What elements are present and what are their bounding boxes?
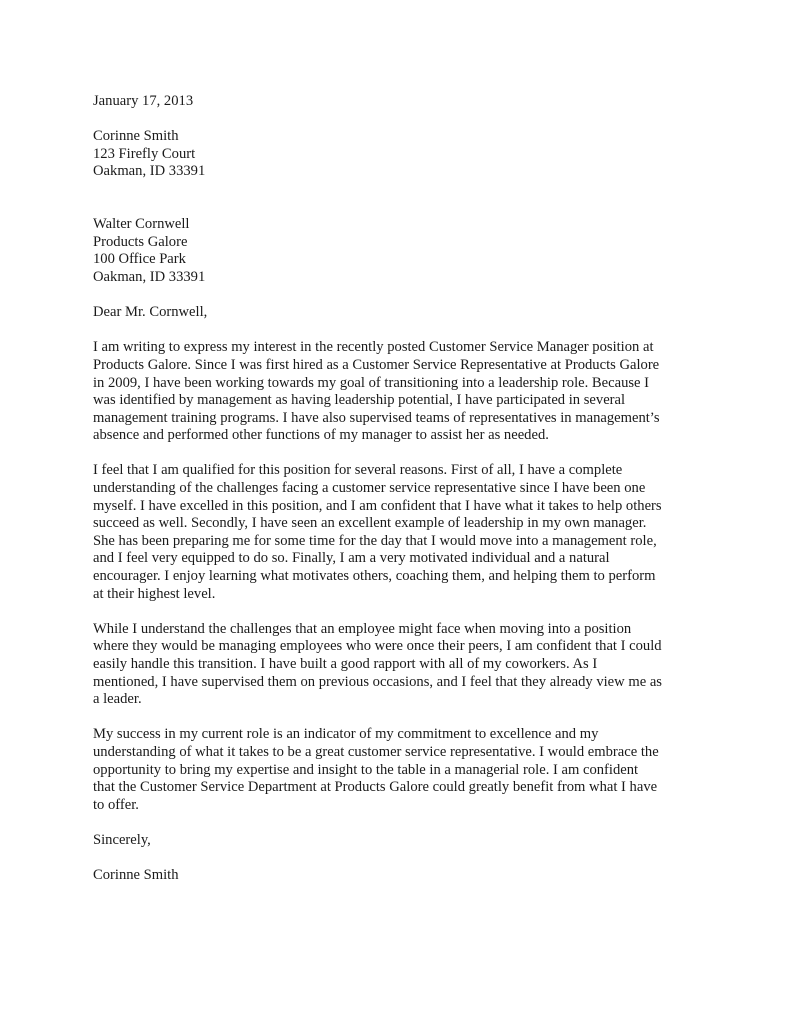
paragraph-line: I feel that I am qualified for this position for several reasons. First of all, I have a complete — [93, 462, 623, 479]
body-paragraph-1 — [93, 339, 705, 445]
signature — [93, 867, 705, 885]
recipient-company: Products Galore — [93, 233, 188, 250]
salutation — [93, 304, 705, 322]
paragraph-line: was identified by management as having leadership potential, I have participated in several — [93, 392, 626, 409]
sender-name: Corinne Smith — [93, 128, 179, 145]
paragraph-line: succeed as well. Secondly, I have seen an excellent example of leadership in my own manager. — [93, 515, 647, 532]
paragraph-line: myself. I have excelled in this position, and I am confident that I have what it takes to help others — [93, 497, 662, 514]
paragraph-line: management training programs. I have also supervised teams of representatives in management’s — [93, 409, 660, 426]
recipient-address — [93, 216, 705, 286]
paragraph-line: absence and performed other functions of my manager to assist her as needed. — [93, 427, 549, 444]
paragraph-line: I am writing to express my interest in the recently posted Customer Service Manager position at — [93, 339, 654, 356]
paragraph-line: to offer. — [93, 796, 139, 813]
paragraph-line: easily handle this transition. I have built a good rapport with all of my coworkers. As I — [93, 656, 598, 672]
body-paragraph-2 — [93, 462, 705, 603]
body-paragraph-3 — [93, 621, 705, 709]
letter-page — [93, 93, 705, 885]
body-paragraph-4 — [93, 726, 705, 814]
paragraph-line: While I understand the challenges that an employee might face when moving into a position — [93, 620, 632, 637]
salutation-text: Dear Mr. Cornwell, — [93, 304, 208, 321]
sender-city: Oakman, ID 33391 — [93, 163, 206, 180]
recipient-name: Walter Cornwell — [93, 216, 190, 233]
paragraph-line: in 2009, I have been working towards my goal of transitioning into a leadership role. Because I — [93, 374, 650, 391]
date-text: January 17, 2013 — [93, 93, 194, 109]
closing — [93, 832, 705, 850]
paragraph-line: where they would be managing employees who were once their peers, I am confident that I could — [93, 638, 662, 655]
paragraph-line: opportunity to bring my expertise and insight to the table in a managerial role. I am confident — [93, 761, 639, 778]
closing-text: Sincerely, — [93, 831, 151, 848]
sender-street: 123 Firefly Court — [93, 145, 196, 162]
paragraph-line: mentioned, I have supervised them on previous occasions, and I feel that they already view me as — [93, 673, 662, 690]
paragraph-line: and I feel very equipped to do so. Finally, I am a very motivated individual and a natural — [93, 550, 610, 567]
sender-address — [93, 128, 705, 181]
paragraph-line: My success in my current role is an indicator of my commitment to excellence and my — [93, 726, 599, 743]
signature-name: Corinne Smith — [93, 867, 179, 884]
paragraph-line: that the Customer Service Department at Products Galore could greatly benefit from what I have — [93, 779, 658, 796]
paragraph-line: She has been preparing me for some time for the day that I would move into a management role, — [93, 532, 657, 549]
paragraph-line: encourager. I enjoy learning what motivates others, coaching them, and helping them to perform — [93, 568, 656, 585]
recipient-street: 100 Office Park — [93, 251, 186, 268]
recipient-city: Oakman, ID 33391 — [93, 268, 206, 285]
paragraph-line: a leader. — [93, 691, 142, 708]
paragraph-line: understanding of the challenges facing a customer service representative since I have been one — [93, 480, 646, 497]
paragraph-line: at their highest level. — [93, 585, 216, 602]
letter-date — [93, 93, 705, 111]
paragraph-line: Products Galore. Since I was first hired as a Customer Service Representative at Products Galore — [93, 356, 660, 373]
paragraph-line: understanding of what it takes to be a great customer service representative. I would embrace the — [93, 743, 659, 760]
